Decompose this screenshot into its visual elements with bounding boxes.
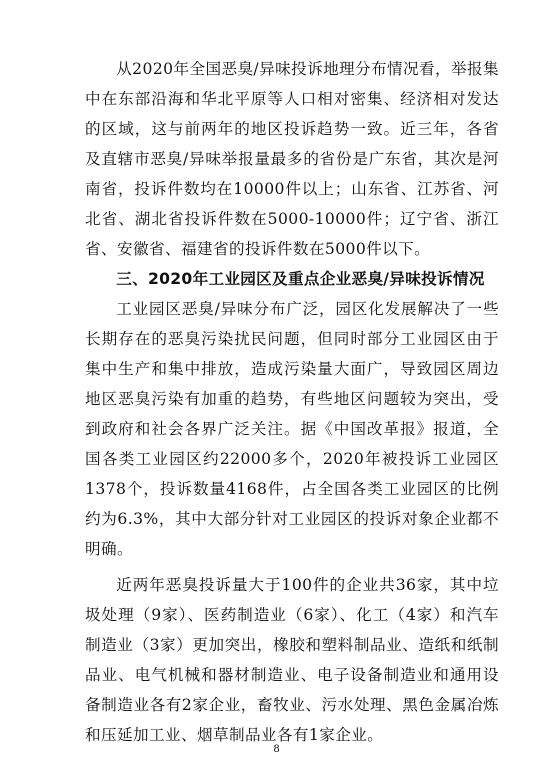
- paragraph-industrial-parks: 工业园区恶臭/异味分布广泛，园区化发展解决了一些长期存在的恶臭污染扰民问题，但同时部分工业园区由于集中生产和集中排放，造成污染量大面广，导致园区周边地区恶臭污染有加重的趋势，有些地区问题较为突出，受到政府和社会各界广泛关注。据《中国改革报》报道，全国各类工业园区约22000多个，2020年被投诉工业园区1378个，投诉数量4168件，占全国各类工业园区的比例约为6.3%，其中大部分针对工业园区的投诉对象企业都不明确。: [85, 300, 499, 558]
- paragraph-complaint-distribution: 从2020年全国恶臭/异味投诉地理分布情况看，举报集中在东部沿海和华北平原等人口相对密集、经济相对发达的区域，这与前两年的地区投诉趋势一致。近三年，各省及直辖市恶臭/异味举报量最多的省份是广东省，其次是河南省，投诉件数均在10000件以上；山东省、江苏省、河北省、湖北省投诉件数在5000-10000件；辽宁省、浙江省、安徽省、福建省的投诉件数在5000件以下。: [85, 60, 499, 258]
- paragraph-enterprises: 近两年恶臭投诉量大于100件的企业共36家，其中垃圾处理（9家）、医药制造业（6家）、化工（4家）和汽车制造业（3家）更加突出，橡胶和塑料制品业、造纸和纸制品业、电气机械和器材制造业、电子设备制造业和通用设备制造业各有2家企业，畜牧业、污水处理、黑色金属冶炼和压延加工业、烟草制品业各有1家企业。: [85, 576, 499, 744]
- document-page: [85, 38, 499, 750]
- section-heading: 三、2020年工业园区及重点企业恶臭/异味投诉情况: [116, 270, 485, 288]
- page-number: 8: [273, 744, 280, 755]
